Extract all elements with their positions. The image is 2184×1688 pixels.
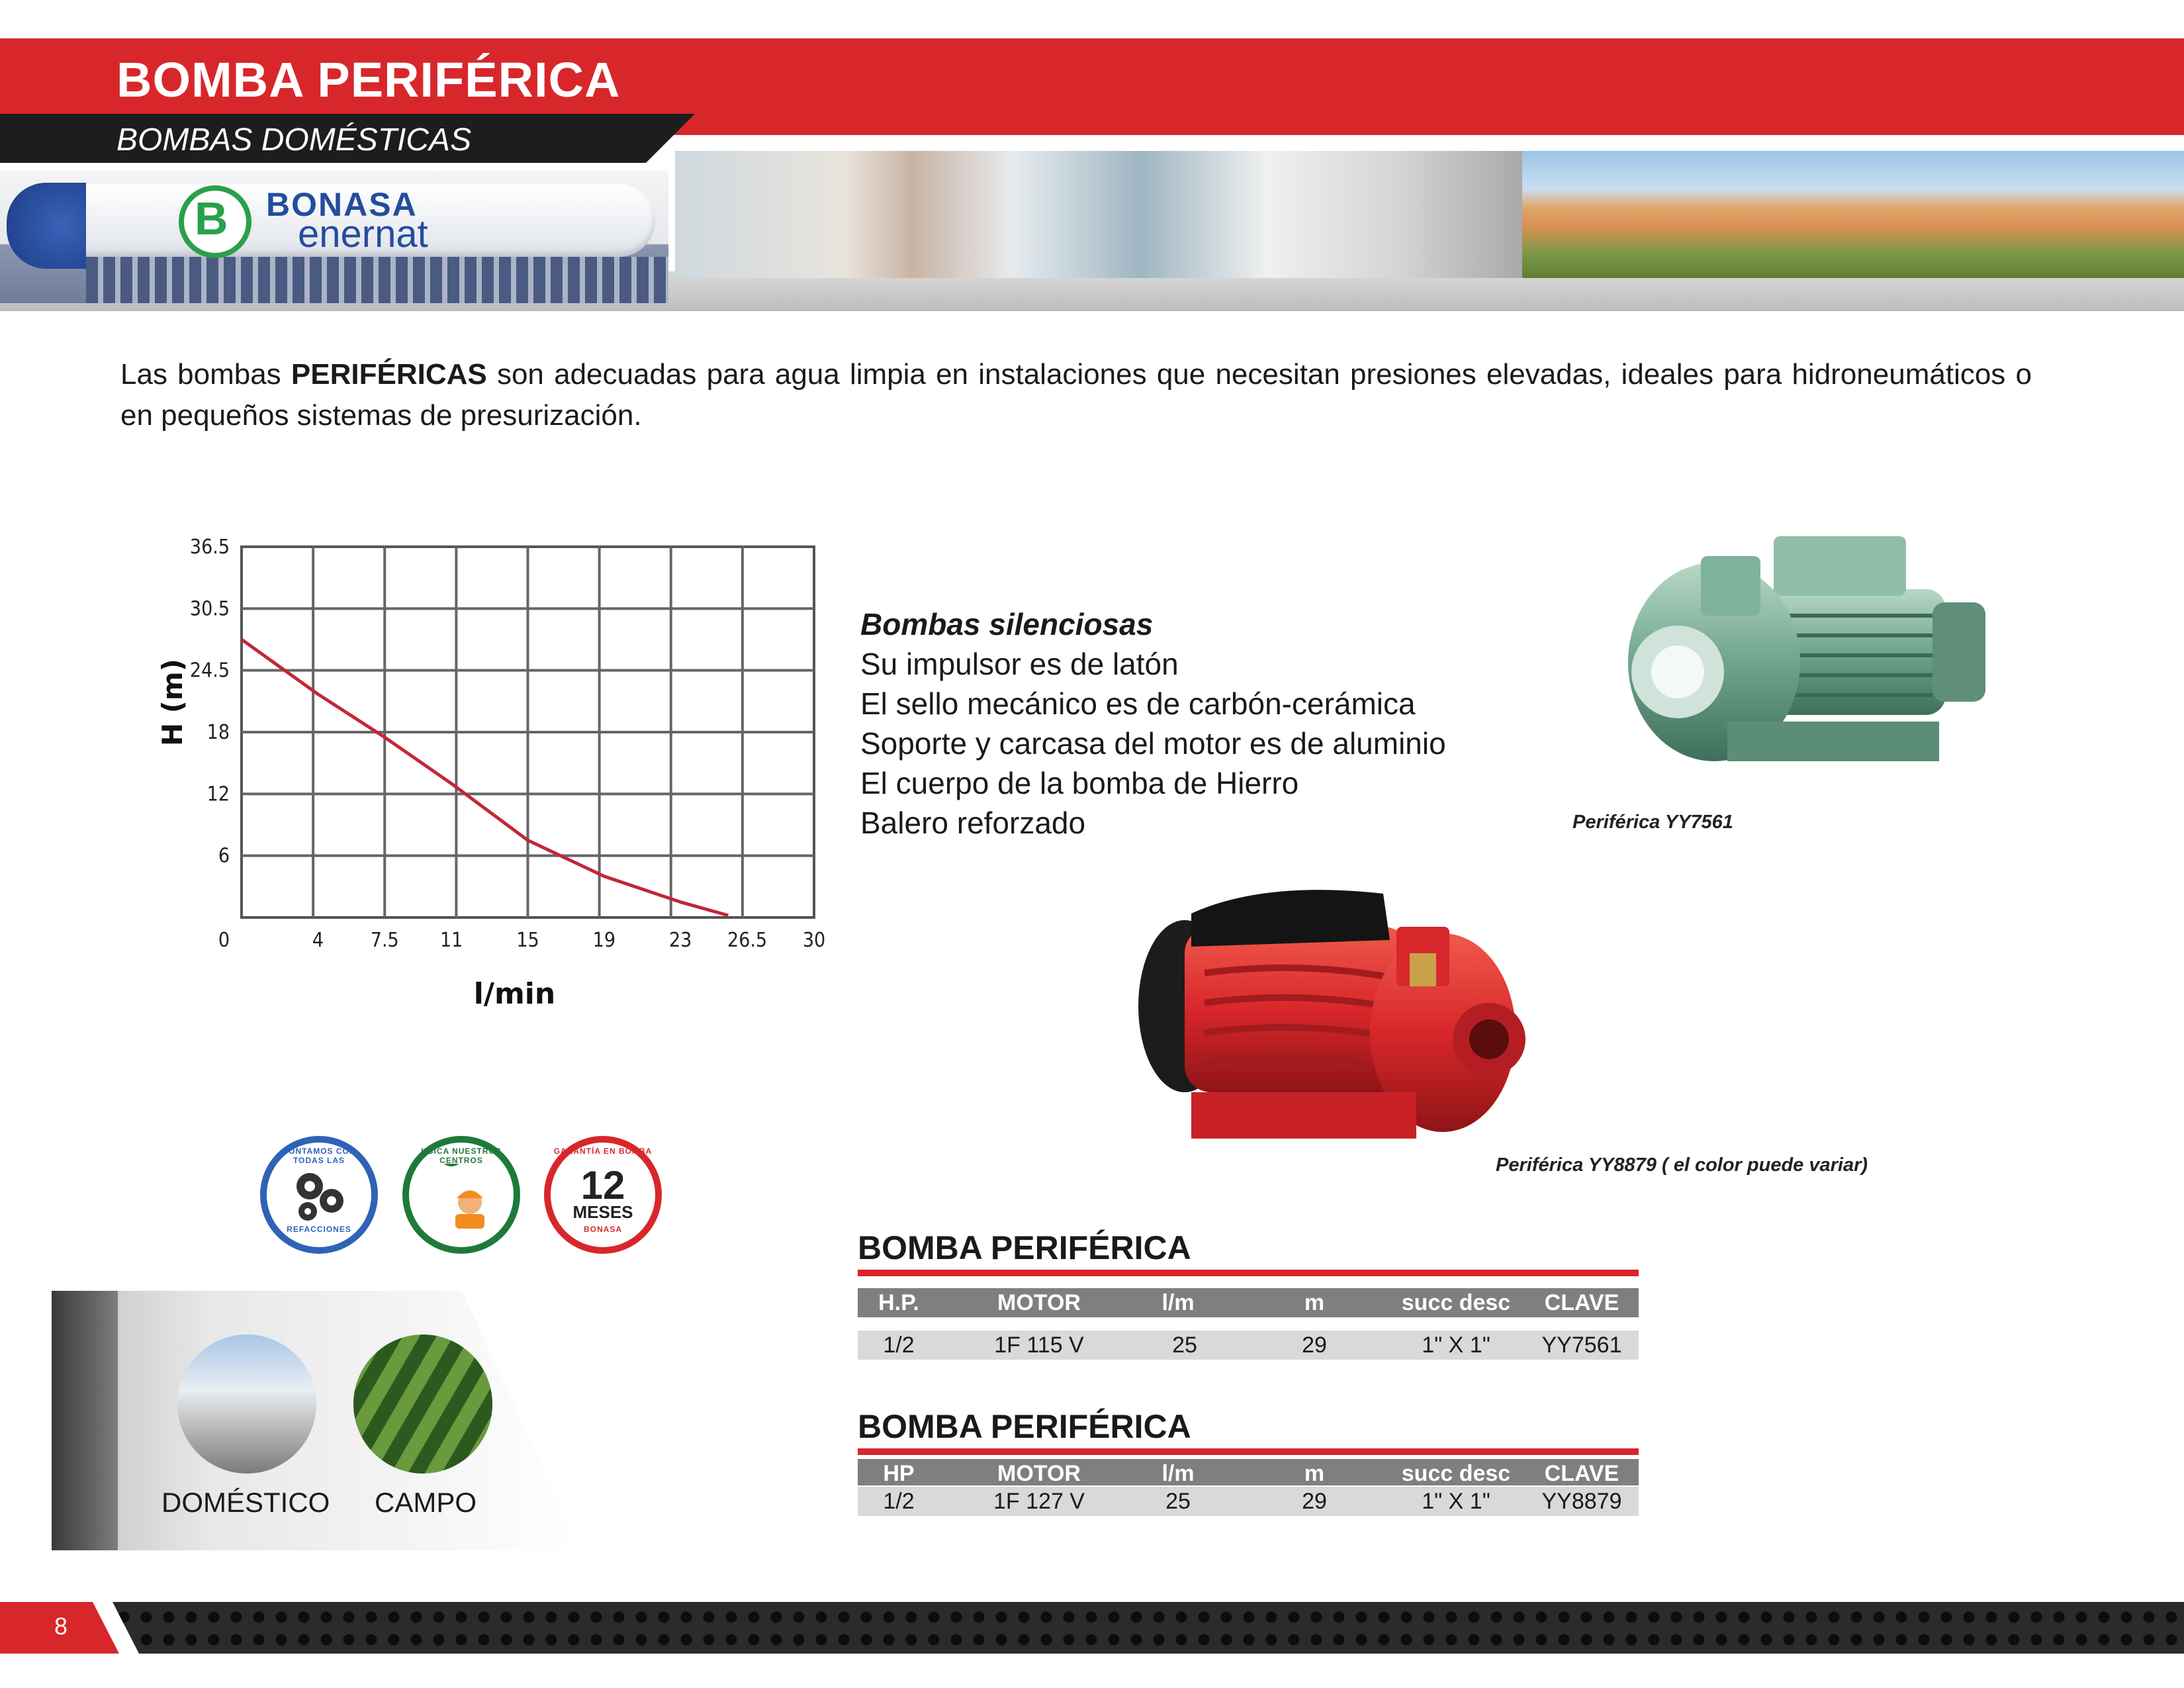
y-tick-label: 24.5 [189,659,230,682]
badge-warranty-top: GARANTÍA EN BOMBA [553,1147,653,1156]
badge-spare-parts-bottom: REFACCIONES [287,1225,351,1234]
y-tick-label: 0 [218,929,230,952]
table1-cell: 29 [1302,1333,1327,1358]
table1-header-cell: succ desc [1401,1290,1511,1315]
table1-header-cell: l/m [1161,1290,1195,1315]
pump-yy7561-image [1615,530,2005,794]
table2-header [858,1459,1639,1485]
badge-locate-centers [402,1136,520,1254]
x-tick-label: 4 [312,929,324,952]
banner-photo-houses [1522,151,2184,278]
intro-text-post: son adecuadas para agua limpia en instalaciones que necesitan presiones elevadas, ideales para hidroneumáticos o en pequeños sistemas de presurización. [120,358,2032,432]
table2-header-cell: l/m [1161,1461,1195,1486]
table2-header-cell: MOTOR [997,1461,1081,1486]
gears-icon [287,1166,353,1226]
usage-label-domestic: DOMÉSTICO [161,1487,330,1518]
feature-item: Balero reforzado [860,806,1086,840]
table1-cell: 1F 115 V [994,1333,1084,1358]
badge-warranty-bottom: BONASA [583,1225,622,1234]
y-axis-label: H (m) [156,659,189,747]
y-tick-label: 36.5 [189,536,230,559]
y-tick-label: 30.5 [189,597,230,621]
badge-warranty-number: 12 [580,1163,625,1207]
feature-item: Su impulsor es de latón [860,647,1179,681]
brand-logo-sub: enernat [298,212,428,256]
table2-rule [858,1448,1639,1455]
table2-header-cell: CLAVE [1544,1461,1619,1486]
pump-yy8879-image [1132,874,1529,1152]
x-tick-label: 26.5 [727,929,768,952]
table1-cell: 1/2 [883,1333,915,1358]
pump-yy7561-caption: Periférica YY7561 [1572,812,1733,833]
table2-header-cell: m [1304,1461,1325,1486]
intro-text-bold: PERIFÉRICAS [291,358,487,391]
badge-warranty-unit: MESES [572,1202,633,1222]
technician-icon [432,1164,491,1230]
page-title: BOMBA PERIFÉRICA [116,52,621,107]
table1-header-cell: H.P. [878,1290,919,1315]
table2-cell: 1/2 [883,1489,915,1514]
badge-locate-centers-top: UBICA NUESTROS CENTROS [421,1147,502,1165]
table2-header-cell: HP [883,1461,915,1486]
table2-cell: 1" X 1" [1422,1489,1490,1514]
features-title: Bombas silenciosas [860,607,1154,641]
footer-bar [113,1602,2184,1654]
feature-item: El cuerpo de la bomba de Hierro [860,766,1299,800]
table-row [858,1487,1639,1516]
table1-rule [858,1270,1639,1276]
badge-warranty [544,1136,662,1254]
brand-logo-letter: B [195,193,228,244]
banner-photo-child-shower [675,151,1522,278]
usage-panel-edge [52,1291,118,1550]
brand-logo-name: BONASA [266,186,418,223]
pump-yy8879-caption: Periférica YY8879 ( el color puede variar) [1496,1154,1868,1176]
table2-cell: YY8879 [1541,1489,1622,1514]
x-axis-label: l/min [473,977,556,1011]
x-tick-label: 30 [802,929,826,952]
page-subtitle: BOMBAS DOMÉSTICAS [116,122,472,158]
table2-cell: 29 [1302,1489,1327,1514]
y-tick-label: 18 [206,721,230,744]
table-row [858,1331,1639,1360]
x-tick-label: 11 [439,929,463,952]
table2-title: BOMBA PERIFÉRICA [858,1408,1191,1445]
y-tick-label: 6 [218,844,230,868]
performance-chart [146,523,847,1013]
page-number: 8 [54,1613,68,1640]
badge-spare-parts-top: CONTAMOS CON TODAS LAS [282,1147,356,1165]
x-tick-label: 7.5 [370,929,399,952]
table1-cell: 25 [1172,1333,1197,1358]
table1-header-cell: MOTOR [997,1290,1081,1315]
field-photo [353,1335,492,1474]
badge-spare-parts [260,1136,378,1254]
x-tick-label: 15 [516,929,539,952]
table1-header [858,1288,1639,1317]
table2-header-cell: succ desc [1401,1461,1511,1486]
table1-title: BOMBA PERIFÉRICA [858,1229,1191,1266]
domestic-photo [177,1335,316,1474]
table1-header-cell: m [1304,1290,1325,1315]
feature-item: Soporte y carcasa del motor es de aluminio [860,726,1446,761]
table2-cell: 25 [1165,1489,1191,1514]
table1-cell: 1" X 1" [1422,1333,1490,1358]
table1-cell: YY7561 [1541,1333,1622,1358]
intro-paragraph [120,354,2032,436]
x-tick-label: 23 [668,929,692,952]
intro-text-pre: Las bombas [120,358,291,391]
usage-label-field: CAMPO [375,1487,477,1518]
y-tick-label: 12 [206,782,230,806]
feature-item: El sello mecánico es de carbón-cerámica [860,686,1416,721]
table2-cell: 1F 127 V [993,1489,1085,1514]
x-tick-label: 19 [592,929,616,952]
table1-header-cell: CLAVE [1544,1290,1619,1315]
